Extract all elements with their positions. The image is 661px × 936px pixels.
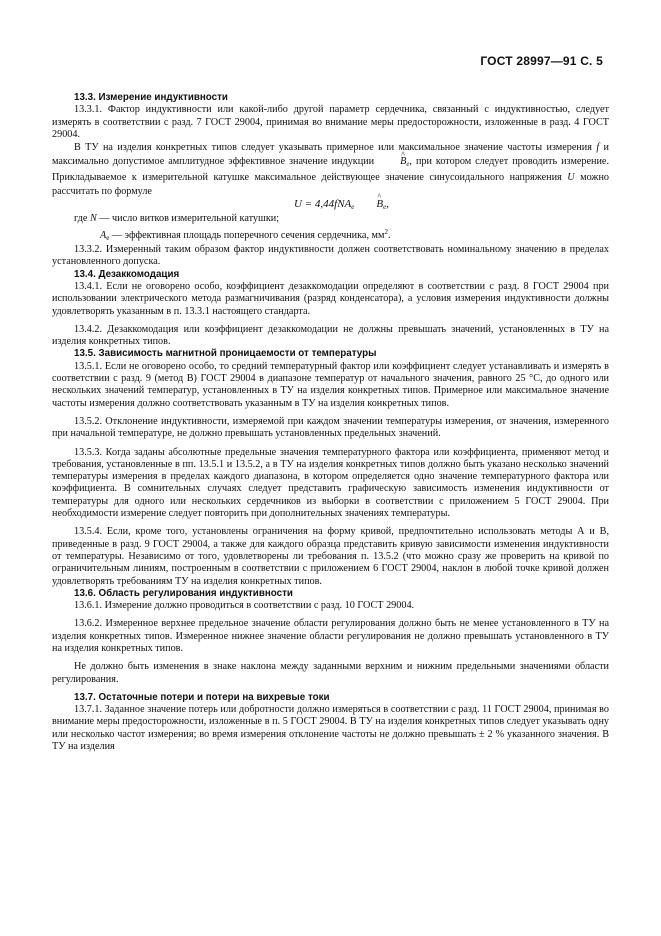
paragraph-13-5-4: 13.5.4. Если, кроме того, установлены ограничения на форму кривой, предпочтительно использовать методы А и В, приведенные в разд. 9 ГОСТ 29004, а также для каждого образца представить кривую зависимости изменения индуктивности от температуры. Независимо от того, удовлетворены ли требования п. 13.5.2 (что можно сразу же проверить на кривой по ограничительным линиям, построенным в соответствии с приложением 6 ГОСТ 29004, наклон в любой точке кривой должен удовлетворять требованиям ТУ на изделия конкретных типов.: [52, 526, 609, 587]
paragraph-13-6-3: Не должно быть изменения в знаке наклона между заданными верхним и нижним предельными значениями области регулирования.: [52, 661, 609, 685]
section-heading-13-5: 13.5. Зависимость магнитной проницаемости от температуры: [74, 348, 377, 360]
section-heading-13-7: 13.7. Остаточные потери и потери на вихревые токи: [74, 691, 330, 703]
paragraph-13-4-1: 13.4.1. Если не оговорено особо, коэффициент дезаккомодации определяют в соответствии с разд. 8 ГОСТ 29004 при использовании электрического метода размагничивания (разряд конденсатора), а условия измерения индуктивности должны удовлетворять указанным в п. 13.3.1 настоящего стандарта.: [52, 280, 609, 317]
where-line-N: где N — число витков измерительной катушки;: [74, 213, 280, 225]
document-body: [52, 92, 609, 753]
section-heading-13-4: 13.4. Дезаккомодация: [74, 268, 180, 280]
paragraph-13-3-2: 13.3.2. Измеренный таким образом фактор индуктивности должен соответствовать номинальному значению в пределах установленного допуска.: [52, 244, 609, 268]
paragraph-13-5-3: 13.5.3. Когда заданы абсолютные предельные значения температурного фактора или коэффициента, применяют метод и требования, установленные в пп. 13.5.1 и 13.5.2, а в ТУ на изделия конкретных типов должно быть указано несколько значений температуры измерения в пределах каждого диапазона, в котором определяется одно значение температурного фактора или коэффициента. В сомнительных случаях следует представить графическую зависимость изменения индуктивности от температуры для одного или нескольких сердечников из выборки в соответствии с приложением 5 ГОСТ 29004. При необходимости измерение следует повторить при дополнительных значениях температуры.: [52, 446, 609, 520]
paragraph-13-6-1: 13.6.1. Измерение должно проводиться в соответствии с разд. 10 ГОСТ 29004.: [74, 600, 415, 612]
paragraph-13-6-2: 13.6.2. Измеренное верхнее предельное значение области регулирования должно быть не менее установленного в ТУ на изделия конкретных типов. Измеренное нижнее значение области регулирования не должно превышать установленного в ТУ на изделия конкретных типов.: [52, 618, 609, 654]
paragraph-13-4-2: 13.4.2. Дезаккомодация или коэффициент дезаккомодации не должны превышать значений, установленных в ТУ на изделия конкретных типов.: [52, 323, 609, 348]
paragraph-13-5-1: 13.5.1. Если не оговорено особо, то средний температурный фактор или коэффициент следует устанавливать и измерять в соответствии с разд. 9 (метод В) ГОСТ 29004 в диапазоне температур от начального значения, равного 25 °С, до одного или нескольких значений температур, установленных в ТУ на изделия конкретных типов. Примерное или максимальное значение частоты измерения должно соответствовать указанным в ТУ на изделия конкретных типов.: [52, 360, 609, 409]
paragraph-13-3-1: 13.3.1. Фактор индуктивности или какой-либо другой параметр сердечника, связанный с индуктивностью, следует измерять в соответствии с разд. 7 ГОСТ 29004, принимая во внимание меры предосторожности, изложенные в разд. 4 ГОСТ 29004.: [52, 104, 609, 140]
paragraph-13-5-2: 13.5.2. Отклонение индуктивности, измеряемой при каждом значении температуры измерения, от значения, измеренного при начальной температуре, не должно превышать установленных предельных значений.: [52, 415, 609, 440]
section-heading-13-3: 13.3. Измерение индуктивности: [74, 92, 228, 103]
paragraph-13-3-1-cont: В ТУ на изделия конкретных типов следует указывать примерное или максимальное значение частоты измерения f и максимально допустимое амплитудное эффективное значение индукции ^ $B_e$, при котором следует проводить измерение. Прикладываемое к измерительной катушке максимальное действующее значение синусоидального напряжения U можно рассчитать по формуле: [52, 141, 609, 198]
page-header: ГОСТ 28997—91 С. 5: [480, 54, 603, 68]
where-line-A: $A_e$ — эффективная площадь поперечного сечения сердечника, $мм^2$.: [100, 227, 391, 242]
section-heading-13-6: 13.6. Область регулирования индуктивности: [74, 587, 293, 599]
formula-voltage: U = 4,44fNA$_e$^ $B_e$,: [52, 198, 609, 213]
paragraph-13-7-1: 13.7.1. Заданное значение потерь или добротности должно измеряться в соответствии с разд. 11 ГОСТ 29004, принимая во внимание меры предосторожности, изложенные в п. 5 ГОСТ 29004. В ТУ на изделия конкретных типов следует указывать одну или несколько частот измерения; во время измерения отклонение частоты не должно превышать ± 2 % указанного значения. В ТУ на изделия: [52, 704, 609, 753]
